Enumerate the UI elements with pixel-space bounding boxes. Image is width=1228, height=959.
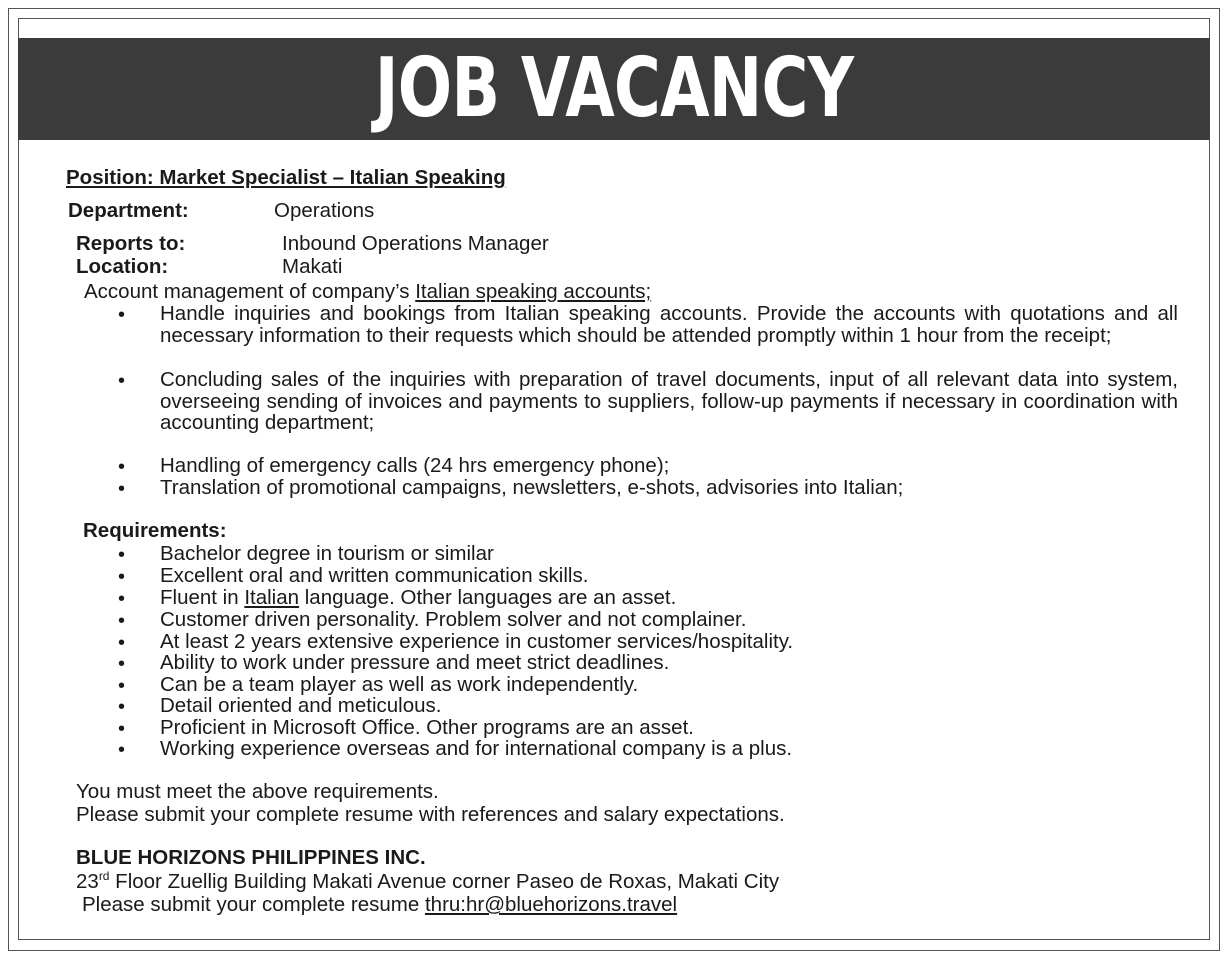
bullet-icon: • bbox=[118, 588, 126, 610]
company-address bbox=[76, 871, 779, 893]
bullet-icon: • bbox=[118, 304, 126, 326]
italian-underlined: Italian bbox=[244, 586, 300, 609]
requirement-prefix: Fluent in bbox=[160, 586, 245, 609]
location-label: Location: bbox=[76, 255, 169, 278]
requirement-item: Bachelor degree in tourism or similar bbox=[160, 542, 494, 565]
title-banner bbox=[18, 38, 1210, 140]
requirement-item: Detail oriented and meticulous. bbox=[160, 694, 442, 717]
bullet-icon: • bbox=[118, 544, 126, 566]
reports-to-label: Reports to: bbox=[76, 232, 186, 255]
bullet-icon: • bbox=[118, 370, 126, 392]
bullet-icon: • bbox=[118, 566, 126, 588]
italian-accounts-link: Italian speaking accounts; bbox=[415, 280, 652, 303]
requirement-item: Customer driven personality. Problem solver and not complainer. bbox=[160, 608, 747, 631]
bullet-icon: • bbox=[118, 696, 126, 718]
requirement-suffix: language. Other languages are an asset. bbox=[299, 586, 677, 609]
position-heading: Position: Market Specialist – Italian Speaking bbox=[66, 166, 506, 189]
bullet-icon: • bbox=[118, 718, 126, 740]
requirement-item: Can be a team player as well as work independently. bbox=[160, 673, 639, 696]
address-rest: Floor Zuellig Building Makati Avenue corner Paseo de Roxas, Makati City bbox=[109, 870, 780, 893]
bullet-icon: • bbox=[118, 610, 126, 632]
bullet-icon: • bbox=[118, 675, 126, 697]
requirement-item bbox=[160, 587, 676, 609]
duty-item: Concluding sales of the inquiries with preparation of travel documents, input of all relevant data into system, overseeing sending of invoices and payments to suppliers, follow-up payments if necessary in coordination with accounting department; bbox=[160, 368, 1178, 435]
requirement-item: Excellent oral and written communication skills. bbox=[160, 564, 589, 587]
email-link[interactable]: thru:hr@bluehorizons.travel bbox=[424, 893, 678, 916]
company-name: BLUE HORIZONS PHILIPPINES INC. bbox=[76, 846, 426, 869]
page-title: JOB VACANCY bbox=[374, 41, 854, 136]
bullet-icon: • bbox=[118, 739, 126, 761]
duty-item: Translation of promotional campaigns, newsletters, e-shots, advisories into Italian; bbox=[160, 476, 904, 499]
bullet-icon: • bbox=[118, 632, 126, 654]
department-value: Operations bbox=[274, 199, 375, 222]
account-prefix: Account management of company’s bbox=[84, 280, 416, 303]
requirement-item: Working experience overseas and for international company is a plus. bbox=[160, 737, 793, 760]
requirement-item: Ability to work under pressure and meet strict deadlines. bbox=[160, 651, 670, 674]
account-management-line bbox=[84, 281, 651, 303]
bullet-icon: • bbox=[118, 653, 126, 675]
submit-prefix: Please submit your complete resume bbox=[82, 893, 425, 916]
bullet-icon: • bbox=[118, 478, 126, 500]
closing-line: Please submit your complete resume with references and salary expectations. bbox=[76, 803, 785, 826]
reports-to-value: Inbound Operations Manager bbox=[282, 232, 549, 255]
location-value: Makati bbox=[282, 255, 343, 278]
address-floor-suffix: rd bbox=[98, 869, 110, 884]
department-label: Department: bbox=[68, 199, 189, 222]
submit-line bbox=[82, 894, 677, 916]
closing-line: You must meet the above requirements. bbox=[76, 780, 439, 803]
address-floor-number: 23 bbox=[76, 870, 99, 893]
requirements-heading: Requirements: bbox=[83, 519, 227, 542]
requirement-item: At least 2 years extensive experience in customer services/hospitality. bbox=[160, 630, 794, 653]
bullet-icon: • bbox=[118, 456, 126, 478]
duty-item: Handling of emergency calls (24 hrs emergency phone); bbox=[160, 454, 670, 477]
duty-item: Handle inquiries and bookings from Italian speaking accounts. Provide the accounts with quotations and all necessary information to their requests which should be attended promptly within 1 hour from the receipt; bbox=[160, 302, 1178, 347]
requirement-item: Proficient in Microsoft Office. Other programs are an asset. bbox=[160, 716, 694, 739]
